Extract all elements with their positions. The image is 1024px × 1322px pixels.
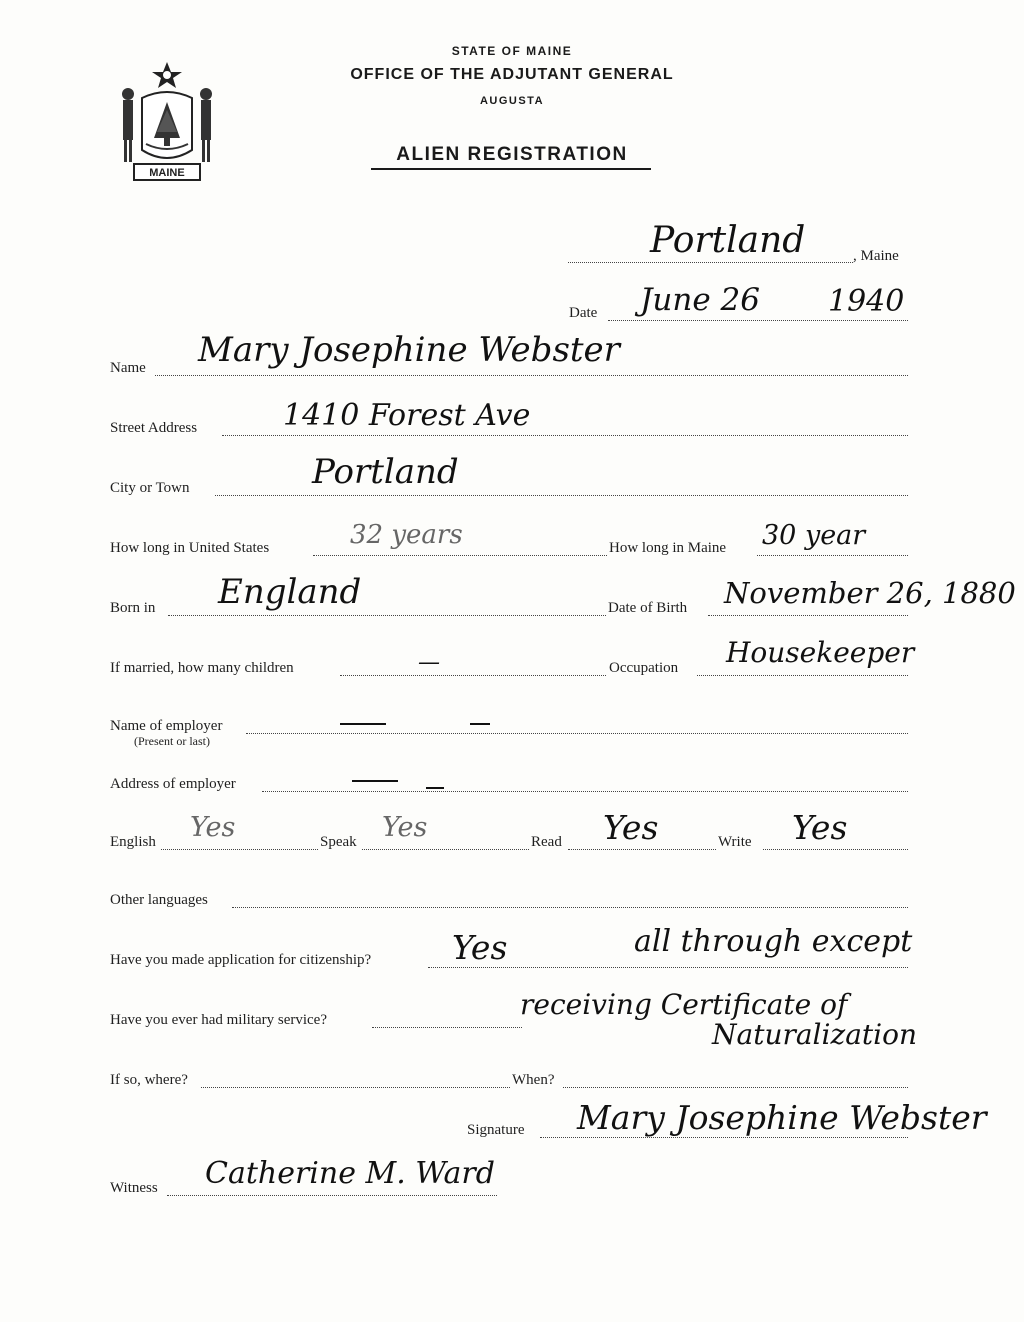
dob-value[interactable]: November 26, 1880 (724, 576, 1016, 610)
speak-line (362, 849, 529, 850)
english-value[interactable]: Yes (190, 812, 236, 843)
where-label: If so, where? (110, 1072, 188, 1088)
witness-label: Witness (110, 1180, 158, 1196)
employer-line (246, 733, 908, 734)
name-value[interactable]: Mary Josephine Webster (198, 330, 620, 370)
citizenship-value[interactable]: Yes (452, 928, 508, 967)
english-line (161, 849, 318, 850)
military-label: Have you ever had military service? (110, 1012, 327, 1028)
dob-label: Date of Birth (608, 600, 688, 616)
write-line (763, 849, 908, 850)
street-line (222, 435, 908, 436)
signature-value[interactable]: Mary Josephine Webster (577, 1098, 987, 1137)
read-label: Read (531, 834, 562, 850)
employer-dash (340, 723, 386, 725)
citizenship-note-3[interactable]: Naturalization (712, 1018, 918, 1051)
maine-state-seal (112, 58, 222, 186)
place-value[interactable]: Portland (650, 220, 806, 261)
place-line (568, 262, 853, 263)
us-years-line (313, 555, 607, 556)
name-line (155, 375, 908, 376)
employer-address-label: Address of employer (110, 776, 236, 792)
city-line (215, 495, 908, 496)
seal-ribbon-text: MAINE (149, 167, 185, 179)
where-line (201, 1087, 510, 1088)
other-languages-line (232, 907, 908, 908)
citizenship-note-1[interactable]: all through except (634, 924, 913, 959)
write-value[interactable]: Yes (792, 808, 848, 847)
occupation-value[interactable]: Housekeeper (726, 636, 915, 669)
read-value[interactable]: Yes (603, 808, 659, 847)
title-underline (371, 168, 651, 170)
date-label: Date (569, 305, 598, 321)
english-label: English (110, 834, 156, 850)
us-years-label: How long in United States (110, 540, 270, 556)
state-heading: STATE OF MAINE (451, 44, 573, 58)
when-label: When? (512, 1072, 555, 1088)
date-value[interactable]: June 26 (640, 282, 761, 318)
employer-label: Name of employer (110, 718, 223, 734)
military-line (372, 1027, 522, 1028)
city-value[interactable]: Portland (312, 452, 459, 492)
city-label: City or Town (110, 480, 190, 496)
us-years-value[interactable]: 32 years (350, 520, 463, 550)
employer-address-line (262, 791, 908, 792)
employer-address-dash (352, 780, 398, 782)
children-label: If married, how many children (110, 660, 294, 676)
form-title: ALIEN REGISTRATION (396, 144, 628, 165)
born-line (168, 615, 606, 616)
maine-years-label: How long in Maine (609, 540, 727, 556)
street-label: Street Address (110, 420, 198, 436)
speak-value[interactable]: Yes (382, 812, 428, 843)
witness-value[interactable]: Catherine M. Ward (205, 1156, 495, 1191)
signature-line (540, 1137, 908, 1138)
maine-years-value[interactable]: 30 year (762, 520, 866, 551)
speak-label: Speak (320, 834, 357, 850)
citizenship-note-2[interactable]: receiving Certificate of (520, 988, 848, 1021)
occupation-line (697, 675, 908, 676)
signature-label: Signature (467, 1122, 525, 1138)
date-line (608, 320, 908, 321)
employer-address-dash-2 (426, 787, 444, 789)
write-label: Write (718, 834, 752, 850)
place-suffix: , Maine (853, 248, 899, 264)
children-value[interactable]: — (418, 650, 440, 675)
office-heading: OFFICE OF THE ADJUTANT GENERAL (350, 66, 674, 83)
other-languages-label: Other languages (110, 892, 208, 908)
born-value[interactable]: England (218, 572, 362, 612)
witness-line (167, 1195, 497, 1196)
children-line (340, 675, 606, 676)
employer-dash-2 (470, 723, 490, 725)
maine-years-line (757, 555, 908, 556)
citizenship-line (428, 967, 908, 968)
citizenship-label: Have you made application for citizenship? (110, 952, 372, 968)
when-line (563, 1087, 908, 1088)
employer-sublabel: (Present or last) (134, 734, 210, 748)
date-year[interactable]: 1940 (828, 284, 905, 319)
dob-line (708, 615, 908, 616)
street-value[interactable]: 1410 Forest Ave (283, 398, 531, 433)
city-heading: AUGUSTA (479, 95, 545, 107)
born-label: Born in (110, 600, 156, 616)
name-label: Name (110, 360, 146, 376)
occupation-label: Occupation (609, 660, 679, 676)
read-line (568, 849, 716, 850)
